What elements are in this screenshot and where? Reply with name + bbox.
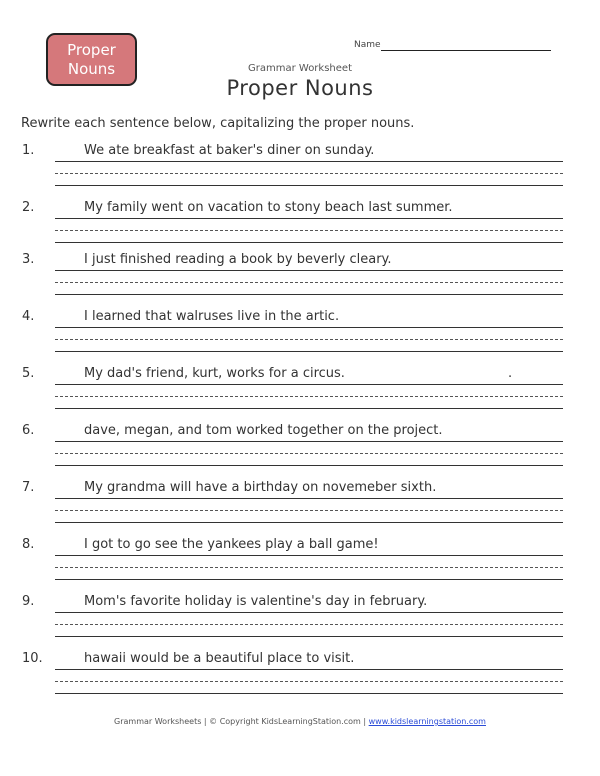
footer-copyright: | © Copyright KidsLearningStation.com | bbox=[203, 717, 367, 726]
writing-base-line[interactable] bbox=[55, 294, 563, 295]
exercise-number: 1. bbox=[22, 143, 35, 158]
footer-link[interactable]: www.kidslearningstation.com bbox=[368, 717, 486, 726]
sentence-rule bbox=[55, 327, 563, 328]
exercise-sentence: I just finished reading a book by beverly cleary. bbox=[84, 252, 392, 267]
exercise-number: 6. bbox=[22, 423, 35, 438]
exercise-sentence: We ate breakfast at baker's diner on sunday. bbox=[84, 143, 375, 158]
writing-base-line[interactable] bbox=[55, 408, 563, 409]
sentence-rule bbox=[55, 218, 563, 219]
exercise-sentence: I got to go see the yankees play a ball game! bbox=[84, 537, 379, 552]
writing-base-line[interactable] bbox=[55, 579, 563, 580]
writing-dashed-line bbox=[55, 173, 563, 174]
writing-base-line[interactable] bbox=[55, 636, 563, 637]
sentence-rule bbox=[55, 498, 563, 499]
writing-dashed-line bbox=[55, 681, 563, 682]
exercise-sentence: Mom's favorite holiday is valentine's day in february. bbox=[84, 594, 428, 609]
writing-base-line[interactable] bbox=[55, 242, 563, 243]
sentence-rule bbox=[55, 669, 563, 670]
worksheet-title: Proper Nouns bbox=[226, 76, 374, 100]
name-write-line[interactable] bbox=[381, 50, 551, 51]
exercise-sentence: hawaii would be a beautiful place to visit. bbox=[84, 651, 355, 666]
footer bbox=[0, 717, 600, 726]
writing-dashed-line bbox=[55, 510, 563, 511]
footer-left: Grammar Worksheets bbox=[114, 717, 202, 726]
writing-base-line[interactable] bbox=[55, 522, 563, 523]
exercise-sentence: dave, megan, and tom worked together on the project. bbox=[84, 423, 443, 438]
badge-line-2: Nouns bbox=[67, 60, 116, 78]
exercise-number: 9. bbox=[22, 594, 35, 609]
exercise-number: 10. bbox=[22, 651, 43, 666]
worksheet-subtitle: Grammar Worksheet bbox=[248, 63, 352, 74]
sentence-rule bbox=[55, 384, 563, 385]
writing-dashed-line bbox=[55, 339, 563, 340]
writing-dashed-line bbox=[55, 624, 563, 625]
writing-base-line[interactable] bbox=[55, 351, 563, 352]
exercise-sentence: My grandma will have a birthday on novemeber sixth. bbox=[84, 480, 437, 495]
exercise-sentence: My family went on vacation to stony beach last summer. bbox=[84, 200, 453, 215]
writing-base-line[interactable] bbox=[55, 693, 563, 694]
sentence-rule bbox=[55, 555, 563, 556]
instructions: Rewrite each sentence below, capitalizing the proper nouns. bbox=[21, 116, 415, 131]
badge-line-1: Proper bbox=[67, 41, 116, 59]
exercise-number: 7. bbox=[22, 480, 35, 495]
exercise-number: 4. bbox=[22, 309, 35, 324]
writing-base-line[interactable] bbox=[55, 185, 563, 186]
writing-dashed-line bbox=[55, 453, 563, 454]
writing-dashed-line bbox=[55, 567, 563, 568]
writing-dashed-line bbox=[55, 282, 563, 283]
exercise-number: 5. bbox=[22, 366, 35, 381]
exercise-number: 8. bbox=[22, 537, 35, 552]
stray-mark: . bbox=[508, 366, 513, 381]
exercise-number: 2. bbox=[22, 200, 35, 215]
sentence-rule bbox=[55, 270, 563, 271]
writing-dashed-line bbox=[55, 230, 563, 231]
exercise-number: 3. bbox=[22, 252, 35, 267]
name-label: Name bbox=[354, 40, 381, 50]
sentence-rule bbox=[55, 161, 563, 162]
writing-dashed-line bbox=[55, 396, 563, 397]
writing-base-line[interactable] bbox=[55, 465, 563, 466]
exercise-sentence: I learned that walruses live in the artic. bbox=[84, 309, 340, 324]
sentence-rule bbox=[55, 441, 563, 442]
sentence-rule bbox=[55, 612, 563, 613]
exercise-sentence: My dad's friend, kurt, works for a circus. bbox=[84, 366, 345, 381]
